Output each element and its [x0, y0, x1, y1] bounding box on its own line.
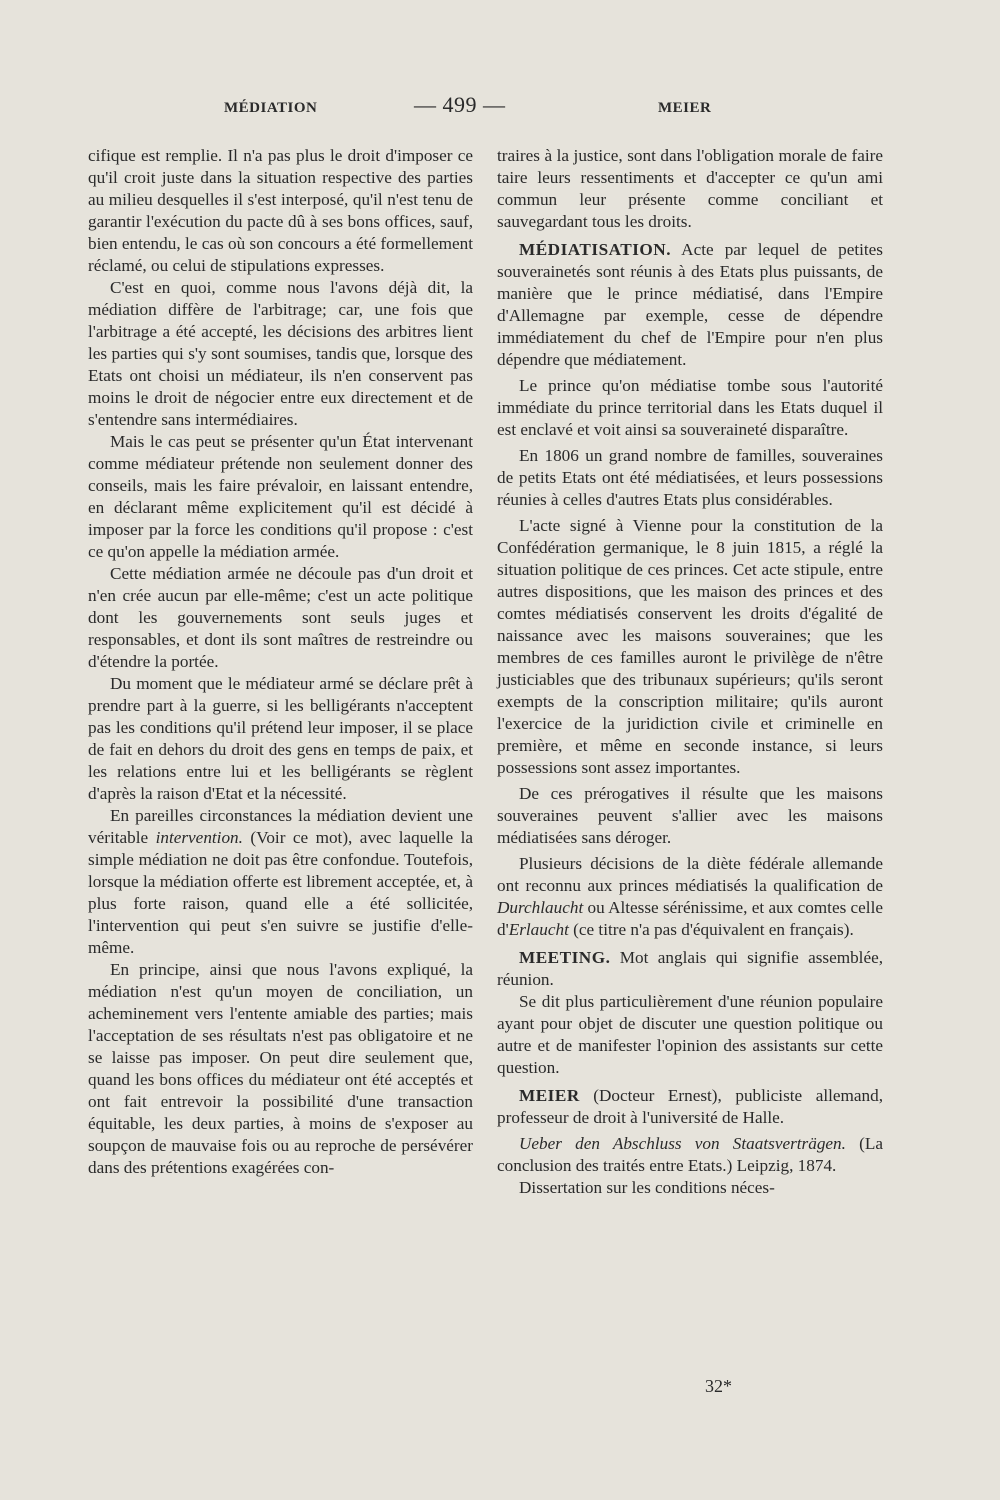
text-run: Plusieurs décisions de la diète fédérale allemande ont reconnu aux princes médiatisés la qualification de — [497, 854, 883, 895]
italic-title: Ueber den Abschluss von Staatsverträgen. — [519, 1134, 846, 1153]
paragraph: En 1806 un grand nombre de familles, souveraines de petits Etats ont été médiatisées, et leurs possessions réunies à celles d'autres Etats plus considérables. — [497, 446, 883, 509]
entry-mediatisation — [497, 239, 883, 371]
text-run: (Voir ce mot), avec laquelle la simple médiation ne doit pas être confondue. Toutefois, lorsque la médiation offerte est librement acceptée, et, à plus forte raison, quand elle a été sollicitée, l'intervention qui peut s'en suivre se justifie d'elle-même. — [88, 828, 474, 957]
paragraph: traires à la justice, sont dans l'obligation morale de faire taire leurs ressentiments et d'accepter ce qu'un ami commun leur présente comme conciliant et sauvegardant tous les droits. — [497, 146, 883, 231]
paragraph — [88, 805, 473, 959]
paragraph: Cette médiation armée ne découle pas d'un droit et n'en crée aucun par elle-même; c'est un acte politique dont les gouvernements sont seuls juges et responsables, et dont ils sont maîtres de restreindre ou d'étendre la portée. — [88, 564, 473, 671]
paragraph — [497, 853, 883, 941]
text-run: ou Altesse sérénissime, et aux comtes celle d' — [497, 898, 883, 939]
page-number: — 499 — — [414, 92, 506, 117]
text-run: (Docteur Ernest), publiciste allemand, professeur de droit à l'université de Halle. — [497, 1086, 883, 1127]
paragraph: C'est en quoi, comme nous l'avons déjà dit, la médiation diffère de l'arbitrage; car, une fois que l'arbitrage a été accepté, les décisions des arbitres lient les parties qui s'y sont soumises, tandis que, lorsque des Etats ont choisi un médiateur, ils n'en conservent pas moins le droit de négocier entre eux directement et de s'entendre sans intermédiaires. — [88, 278, 473, 429]
header-left-title: MÉDIATION — [224, 100, 318, 116]
paragraph: De ces prérogatives il résulte que les maisons souveraines peuvent s'allier avec les maisons médiatisées sans déroger. — [497, 784, 883, 847]
paragraph: Dissertation sur les conditions néces- — [519, 1178, 775, 1197]
text-run: (ce titre n'a pas d'équivalent en français). — [568, 920, 854, 939]
italic-term: Erlaucht — [508, 920, 569, 939]
paragraph: cifique est remplie. Il n'a pas plus le droit d'imposer ce qu'il croit juste dans la situation respective des parties au milieu desquelles il s'est interposé, qu'il n'est tenu de garantir l'exécution du pacte dû à ses bons offices, sauf, bien entendu, le cas où son concours a été formellement réclamé, ou celui de stipulations expresses. — [88, 146, 473, 275]
headword: MEIER — [519, 1086, 580, 1105]
running-header — [200, 92, 760, 122]
text-run: Mot anglais qui signifie assemblée, réunion. — [497, 948, 883, 989]
paragraph: En principe, ainsi que nous l'avons expliqué, la médiation n'est qu'un moyen de conciliation, un acheminement vers l'entente amiable des parties; mais l'acceptation de ses résultats n'est pas obligatoire et ne se laisse pas imposer. On peut dire seulement que, quand les bons offices du médiateur ont été acceptés et ont fait entrevoir la possibilité d'une transaction équitable, les deux parties, à moins de s'exposer au soupçon de mauvaise fois ou au reproche de persévérer dans des prétentions exagérées con- — [88, 960, 473, 1177]
paragraph: Mais le cas peut se présenter qu'un État intervenant comme médiateur prétende non seulement donner des conseils, mais les faire prévaloir, en laissant entendre, en déclarant même explicitement qu'il est décidé à imposer par la force les conditions qu'il propose : c'est ce qu'on appelle la médiation armée. — [88, 432, 473, 561]
header-right-title: MEIER — [658, 100, 712, 116]
entry-meeting — [497, 947, 883, 991]
italic-term: Durchlaucht — [497, 898, 584, 917]
italic-term: intervention. — [155, 828, 243, 847]
text-run: En pareilles circonstances la médiation devient une véritable — [88, 806, 473, 847]
headword: MEETING. — [519, 948, 611, 967]
paragraph: Se dit plus particulièrement d'une réunion populaire ayant pour objet de discuter une question politique ou autre et de manifester l'opinion des assistants sur cette question. — [497, 992, 883, 1077]
signature-mark: 32* — [705, 1376, 732, 1396]
right-column — [497, 145, 883, 1199]
headword: MÉDIATISATION. — [519, 240, 672, 259]
text-run: (La conclusion des traités entre Etats.) Leipzig, 1874. — [497, 1134, 883, 1175]
text-run: Acte par lequel de petites souverainetés sont réunis à des Etats plus puissants, de manière que le prince médiatisé, dans l'Empire d'Allemagne par exemple, cesse de dépendre immédiatement du chef de l'Empire pour n'en plus dépendre que médiatement. — [497, 240, 883, 369]
entry-meier — [497, 1085, 883, 1129]
paragraph: Le prince qu'on médiatise tombe sous l'autorité immédiate du prince territorial dans les Etats duquel il est enclavé et voit ainsi sa souveraineté disparaître. — [497, 376, 883, 439]
paragraph: L'acte signé à Vienne pour la constitution de la Confédération germanique, le 8 juin 1815, a réglé la situation politique de ces princes. Cet acte stipule, entre autres dispositions, que les maison des princes et des comtes médiatisés conservent les droits d'égalité de naissance avec les maisons souveraines; que les membres de ces familles auront le privilège de n'être justiciables que des tribunaux supérieurs; qu'ils seront exempts de la conscription militaire; qu'ils auront l'exercice de la juridiction civile et criminelle en première, et même en seconde instance, si leurs possessions sont assez importantes. — [497, 516, 883, 777]
left-column — [88, 145, 473, 1179]
bibliography-entry — [497, 1133, 883, 1177]
paragraph: Du moment que le médiateur armé se déclare prêt à prendre part à la guerre, si les belligérants n'acceptent pas les conditions qu'il prétend leur imposer, il se place de fait en dehors du droit des gens en temps de paix, et les relations entre lui et les belligérants se règlent d'après la raison d'Etat et la nécessité. — [88, 674, 473, 803]
